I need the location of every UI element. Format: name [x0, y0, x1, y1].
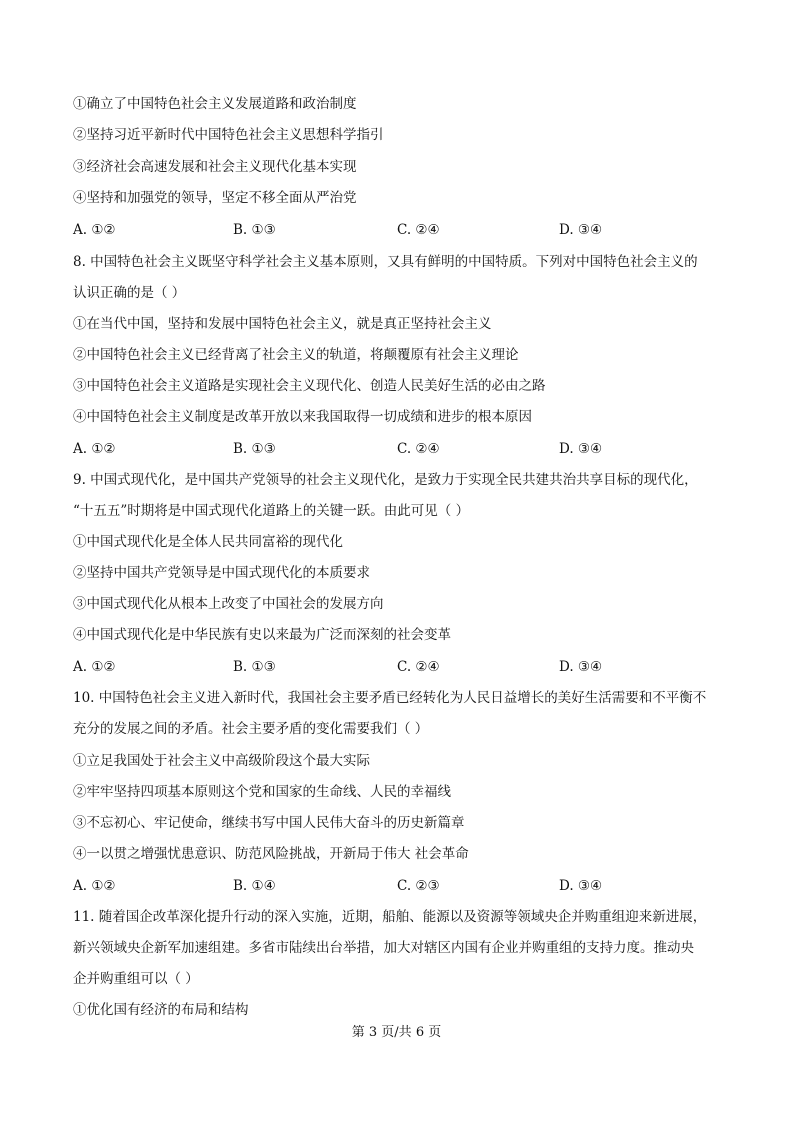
q8-stem-line-1: 8. 中国特色社会主义既坚守科学社会主义基本原则，又具有鲜明的中国特质。下列对中国特色社会主义的	[73, 254, 698, 270]
q9-option-c[interactable]: C. ②④	[397, 659, 440, 675]
q9-statement-3: ③中国式现代化从根本上改变了中国社会的发展方向	[73, 596, 384, 612]
q8-option-d[interactable]: D. ③④	[559, 441, 603, 457]
q10-option-b[interactable]: B. ①④	[233, 878, 276, 894]
q11-stem-line-3: 企并购重组可以（ ）	[73, 971, 199, 987]
q8-statement-1: ①在当代中国，坚持和发展中国特色社会主义，就是真正坚持社会主义	[73, 316, 492, 332]
q10-stem-line-2: 充分的发展之间的矛盾。社会主要矛盾的变化需要我们（ ）	[73, 721, 429, 737]
q7-statement-4: ④坚持和加强党的领导，坚定不移全面从严治党	[73, 190, 357, 206]
q8-statement-4: ④中国特色社会主义制度是改革开放以来我国取得一切成绩和进步的根本原因	[73, 409, 532, 425]
q9-statement-1: ①中国式现代化是全体人民共同富裕的现代化	[73, 534, 343, 550]
q8-statement-3: ③中国特色社会主义道路是实现社会主义现代化、创造人民美好生活的必由之路	[73, 378, 546, 394]
q9-stem-line-1: 9. 中国式现代化，是中国共产党领导的社会主义现代化，是致力于实现全民共建共治共享目标的现代化，	[73, 472, 698, 488]
q10-statement-3: ③不忘初心、牢记使命，继续书写中国人民伟大奋斗的历史新篇章	[73, 815, 465, 831]
q10-stem-line-1: 10. 中国特色社会主义进入新时代，我国社会主要矛盾已经转化为人民日益增长的美好生活需要和不平衡不	[73, 690, 707, 706]
q10-statement-2: ②牢牢坚持四项基本原则这个党和国家的生命线、人民的幸福线	[73, 784, 451, 800]
q7-option-a[interactable]: A. ①②	[73, 222, 116, 238]
q11-statement-1: ①优化国有经济的布局和结构	[73, 1002, 249, 1018]
q11-stem-line-2: 新兴领域央企新军加速组建。多省市陆续出台举措，加大对辖区内国有企业并购重组的支持力度。推动央	[73, 940, 694, 956]
q8-option-a[interactable]: A. ①②	[73, 441, 116, 457]
q10-option-c[interactable]: C. ②③	[397, 878, 440, 894]
q7-option-c[interactable]: C. ②④	[397, 222, 440, 238]
q9-option-b[interactable]: B. ①③	[233, 659, 276, 675]
q8-stem-line-2: 认识正确的是（ ）	[73, 285, 186, 301]
q10-statement-4: ④一以贯之增强忧患意识、防范风险挑战，开新局于伟大 社会革命	[73, 846, 469, 862]
q7-statement-2: ②坚持习近平新时代中国特色社会主义思想科学指引	[73, 127, 384, 143]
q10-statement-1: ①立足我国处于社会主义中高级阶段这个最大实际	[73, 753, 370, 769]
page-number: 第 3 页/共 6 页	[351, 1025, 442, 1040]
q9-statement-4: ④中国式现代化是中华民族有史以来最为广泛而深刻的社会变革	[73, 627, 451, 643]
q9-statement-2: ②坚持中国共产党领导是中国式现代化的本质要求	[73, 565, 370, 581]
q8-option-b[interactable]: B. ①③	[233, 441, 276, 457]
q11-stem-line-1: 11. 随着国企改革深化提升行动的深入实施，近期，船舶、能源以及资源等领域央企并购重组迎来新进展，	[73, 909, 707, 925]
q10-option-a[interactable]: A. ①②	[73, 878, 116, 894]
q7-option-b[interactable]: B. ①③	[233, 222, 276, 238]
q7-option-d[interactable]: D. ③④	[559, 222, 603, 238]
q10-option-d[interactable]: D. ③④	[559, 878, 603, 894]
q7-statement-1: ①确立了中国特色社会主义发展道路和政治制度	[73, 96, 357, 112]
q9-option-d[interactable]: D. ③④	[559, 659, 603, 675]
q9-option-a[interactable]: A. ①②	[73, 659, 116, 675]
q9-stem-line-2: “十五五”时期将是中国式现代化道路上的关键一跃。由此可见（ ）	[73, 503, 470, 519]
q7-statement-3: ③经济社会高速发展和社会主义现代化基本实现	[73, 159, 357, 175]
q8-statement-2: ②中国特色社会主义已经背离了社会主义的轨道，将颠覆原有社会主义理论	[73, 347, 519, 363]
q8-option-c[interactable]: C. ②④	[397, 441, 440, 457]
